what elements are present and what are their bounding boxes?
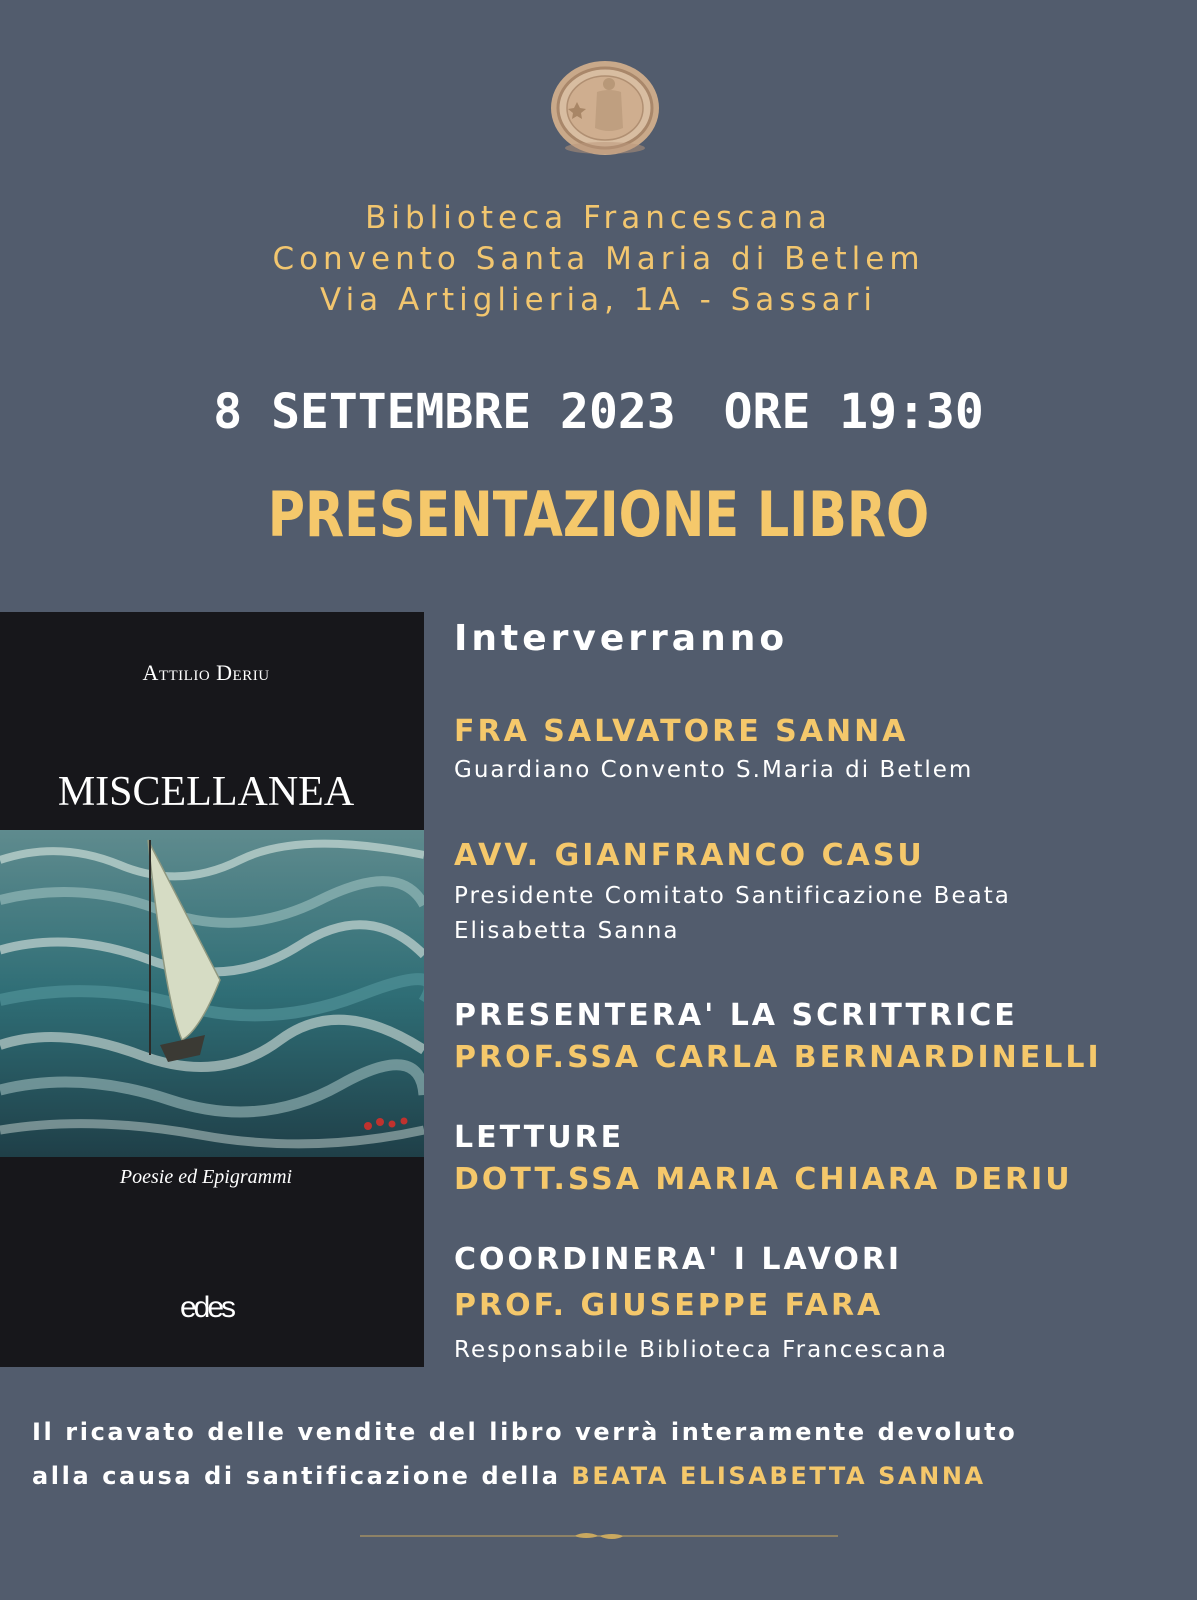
speaker2-role-line2: Elisabetta Sanna [454,918,680,944]
venue-name: Biblioteca Francescana [365,200,832,236]
event-date: 8 SETTEMBRE 2023 [213,384,676,440]
readings-label: LETTURE [454,1120,625,1155]
book-title: MISCELLANEA [57,769,355,815]
presenter-name: PROF.SSA CARLA BERNARDINELLI [454,1040,1102,1075]
book-subtitle: Poesie ed Epigrammi [119,1166,293,1188]
speaker2-role-line1: Presidente Comitato Santificazione Beata [454,883,1011,909]
coordinator-name: PROF. GIUSEPPE FARA [454,1288,884,1323]
event-datetime [0,384,1197,440]
footer-line1: Il ricavato delle vendite del libro verrà interamente devoluto [32,1418,1018,1446]
divider-ornament [360,1530,838,1542]
speaker1-role: Guardiano Convento S.Maria di Betlem [454,757,974,783]
event-title: PRESENTAZIONE LIBRO [267,478,930,551]
presenter-label: PRESENTERA' LA SCRITTRICE [454,998,1018,1033]
speakers-intro: Interverranno [454,618,789,659]
footer-highlight: BEATA ELISABETTA SANNA [571,1462,986,1490]
venue-convent: Convento Santa Maria di Betlem [272,241,925,277]
event-time: ORE 19:30 [723,384,984,440]
coordinator-label: COORDINERA' I LAVORI [454,1242,903,1277]
book-author: Attilio Deriu [142,660,270,685]
speaker1-name: FRA SALVATORE SANNA [454,714,909,749]
readings-name: DOTT.SSA MARIA CHIARA DERIU [454,1162,1073,1197]
footer-line2-text: alla causa di santificazione della [32,1462,572,1490]
footer-line2 [32,1462,1192,1490]
coordinator-role: Responsabile Biblioteca Francescana [454,1337,948,1363]
speaker2-name: AVV. GIANFRANCO CASU [454,838,925,873]
publisher-logo: edes [180,1291,234,1324]
cover-painting [0,830,424,1157]
venue-address: Via Artiglieria, 1A - Sassari [320,282,877,318]
seal-emblem [549,58,661,158]
